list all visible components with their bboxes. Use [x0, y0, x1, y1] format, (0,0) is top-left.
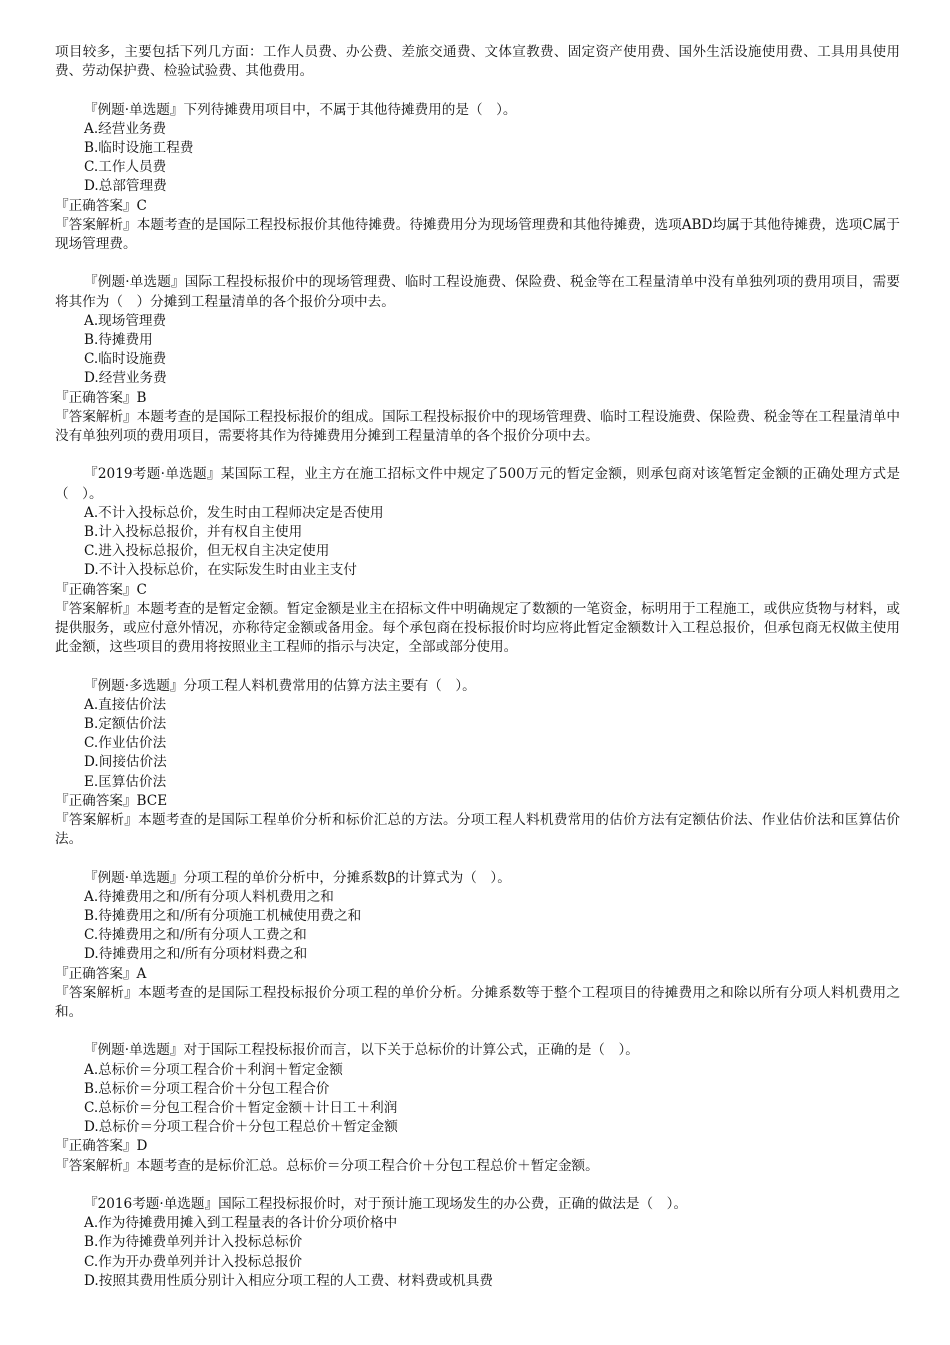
option-d: D.按照其费用性质分别计入相应分项工程的人工费、材料费或机具费: [84, 1272, 493, 1289]
question-7: [55, 1195, 900, 1291]
question-stem: 『例题·单选题』国际工程投标报价中的现场管理费、临时工程设施费、保险费、税金等在工程量清单中没有单独列项的费用项目，需要将其作为（ ）分摊到工程量清单的各个报价分项中去。: [55, 274, 900, 310]
option-c: C.临时设施费: [84, 351, 167, 368]
question-5: [55, 869, 900, 1023]
option-d: D.经营业务费: [84, 370, 167, 387]
correct-answer: 『正确答案』BCE: [55, 792, 168, 809]
answer-explanation: 『答案解析』本题考查的是国际工程单价分析和标价汇总的方法。分项工程人料机费常用的估价方法有定额估价法、作业估价法和匡算估价法。: [55, 812, 900, 848]
answer-explanation: 『答案解析』本题考查的是国际工程投标报价的组成。国际工程投标报价中的现场管理费、临时工程设施费、保险费、税金等在工程量清单中没有单独列项的费用项目，需要将其作为待摊费用分摊到工程量清单的各个报价分项中去。: [55, 408, 900, 445]
option-a: A.经营业务费: [84, 120, 167, 137]
option-c: C.作为开办费单列并计入投标总报价: [84, 1253, 303, 1270]
correct-answer: 『正确答案』B: [55, 389, 147, 406]
option-a: A.现场管理费: [84, 312, 167, 329]
answer-explanation: 『答案解析』本题考查的是标价汇总。总标价＝分项工程合价＋分包工程总价＋暂定金额。: [55, 1157, 599, 1174]
correct-answer: 『正确答案』C: [55, 197, 147, 214]
document-page: [55, 43, 900, 1291]
option-b: B.定额估价法: [84, 716, 167, 733]
answer-explanation: 『答案解析』本题考查的是国际工程投标报价分项工程的单价分析。分摊系数等于整个工程项目的待摊费用之和除以所有分项人料机费用之和。: [55, 984, 900, 1021]
option-b: B.作为待摊费单列并计入投标总标价: [84, 1234, 303, 1251]
correct-answer: 『正确答案』A: [55, 965, 147, 982]
option-a: A.总标价＝分项工程合价＋利润＋暂定金额: [84, 1061, 343, 1078]
option-c: C.进入投标总报价，但无权自主决定使用: [84, 543, 330, 560]
correct-answer: 『正确答案』D: [55, 1138, 148, 1155]
answer-explanation: 『答案解析』本题考查的是国际工程投标报价其他待摊费。待摊费用分为现场管理费和其他待摊费，选项ABD均属于其他待摊费，选项C属于现场管理费。: [55, 216, 900, 253]
option-a: A.直接估价法: [84, 696, 167, 713]
option-d: D.总标价＝分项工程合价＋分包工程总价＋暂定金额: [84, 1119, 398, 1136]
option-b: B.待摊费用之和/所有分项施工机械使用费之和: [84, 908, 362, 925]
option-a: A.待摊费用之和/所有分项人料机费用之和: [84, 888, 334, 905]
option-c: C.工作人员费: [84, 159, 167, 176]
question-stem: 『2019考题·单选题』某国际工程，业主方在施工招标文件中规定了500万元的暂定金额，则承包商对该笔暂定金额的正确处理方式是（ ）。: [55, 466, 900, 502]
question-3: [55, 465, 900, 657]
option-c: C.待摊费用之和/所有分项人工费之和: [84, 927, 307, 944]
option-d: D.不计入投标总价，在实际发生时由业主支付: [84, 562, 358, 579]
question-stem: 『2016考题·单选题』国际工程投标报价时，对于预计施工现场发生的办公费，正确的做法是（ ）。: [84, 1196, 688, 1213]
question-1: [55, 101, 900, 255]
correct-answer: 『正确答案』C: [55, 581, 147, 598]
option-d: D.待摊费用之和/所有分项材料费之和: [84, 946, 308, 963]
question-stem: 『例题·多选题』分项工程人料机费常用的估算方法主要有（ ）。: [84, 677, 476, 694]
question-stem: 『例题·单选题』下列待摊费用项目中，不属于其他待摊费用的是（ ）。: [84, 101, 517, 118]
question-4: [55, 677, 900, 850]
intro-paragraph: 项目较多，主要包括下列几方面：工作人员费、办公费、差旅交通费、文体宣教费、固定资产使用费、国外生活设施使用费、工具用具使用费、劳动保护费、检验试验费、其他费用。: [55, 44, 900, 80]
option-a: A.作为待摊费用摊入到工程量表的各计价分项价格中: [84, 1215, 398, 1232]
option-b: B.待摊费用: [84, 332, 153, 349]
question-stem: 『例题·单选题』对于国际工程投标报价而言，以下关于总标价的计算公式，正确的是（ ）。: [84, 1042, 639, 1059]
option-a: A.不计入投标总价，发生时由工程师决定是否使用: [84, 504, 384, 521]
option-d: D.间接估价法: [84, 754, 167, 771]
question-2: [55, 273, 900, 446]
option-c: C.作业估价法: [84, 735, 167, 752]
option-d: D.总部管理费: [84, 178, 167, 195]
question-6: [55, 1041, 900, 1175]
option-b: B.计入投标总报价，并有权自主使用: [84, 524, 303, 541]
question-stem: 『例题·单选题』分项工程的单价分析中，分摊系数β的计算式为（ ）。: [84, 869, 511, 886]
option-c: C.总标价＝分包工程合价＋暂定金额＋计日工＋利润: [84, 1100, 398, 1117]
option-b: B.总标价＝分项工程合价＋分包工程合价: [84, 1080, 330, 1097]
option-e: E.匡算估价法: [84, 773, 167, 790]
option-b: B.临时设施工程费: [84, 140, 194, 156]
answer-explanation: 『答案解析』本题考查的是暂定金额。暂定金额是业主在招标文件中明确规定了数额的一笔资金，标明用于工程施工，或供应货物与材料，或提供服务，或应付意外情况，亦称待定金额或备用金。每个承包商在投标报价时均应将此暂定金额数计入工程总报价，但承包商无权做主使用此金额，这些项目的费用将按照业主工程师的指示与决定，全部或部分使用。: [55, 600, 900, 656]
